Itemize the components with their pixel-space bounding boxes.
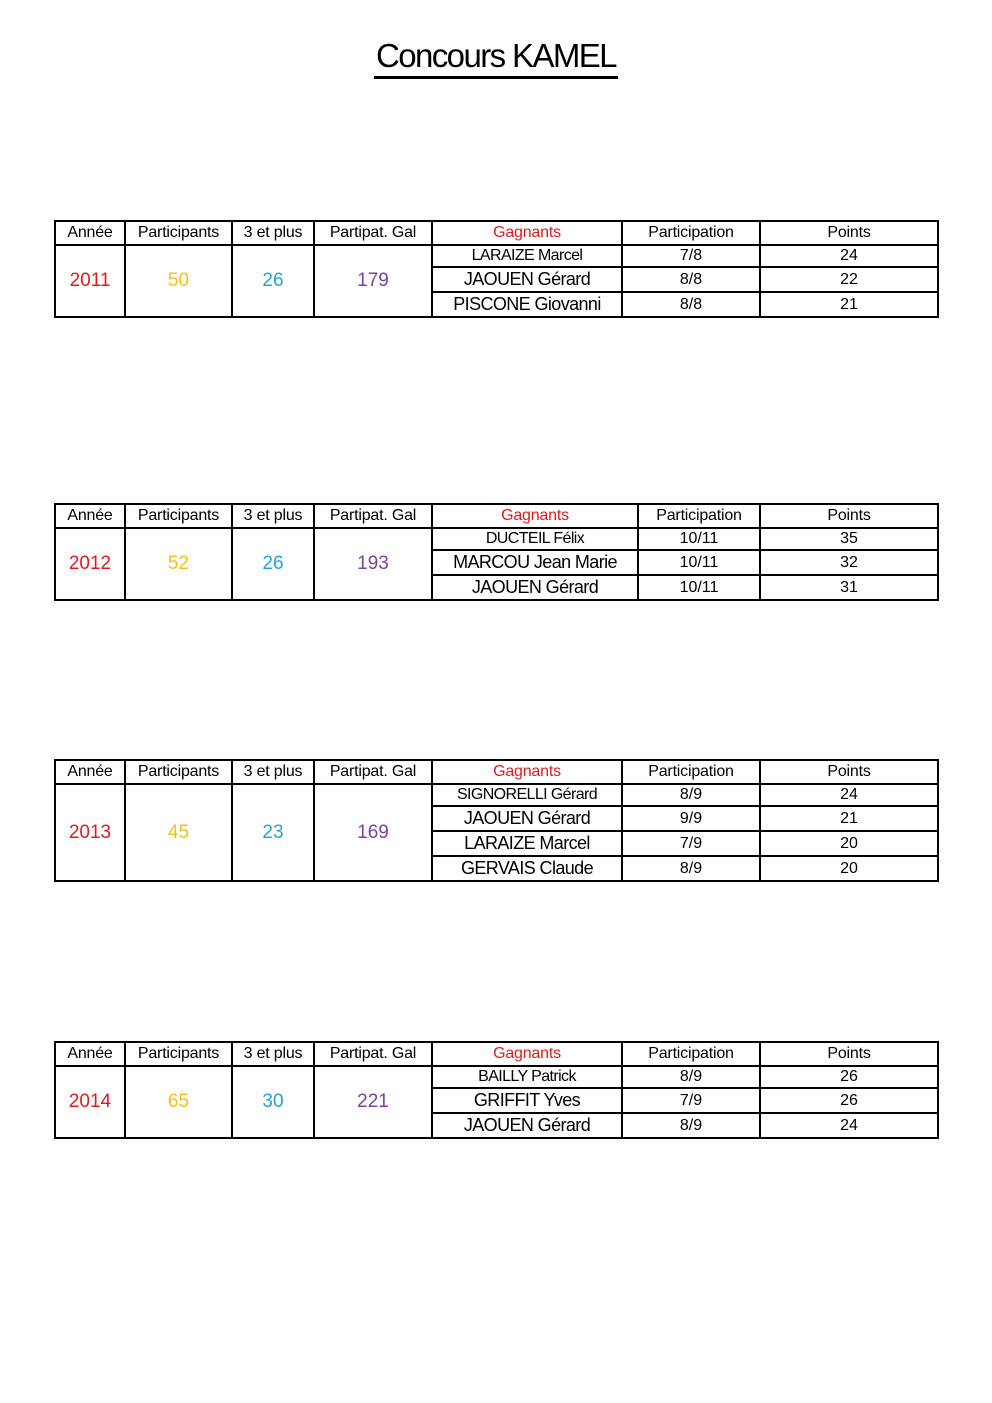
table-header-row <box>55 1042 938 1066</box>
winner-name: BAILLY Patrick <box>432 1066 622 1088</box>
winner-participation: 8/8 <box>622 267 760 292</box>
winner-participation: 7/9 <box>622 831 760 856</box>
header-gal: Partipat. Gal <box>314 760 432 784</box>
gal-cell: 193 <box>314 528 432 600</box>
winner-participation: 10/11 <box>638 575 760 600</box>
winner-participation: 8/9 <box>622 784 760 806</box>
header-participation: Participation <box>622 1042 760 1066</box>
winner-participation: 10/11 <box>638 528 760 550</box>
participants-cell: 65 <box>125 1066 232 1138</box>
contest-table-2014 <box>54 1041 939 1139</box>
winner-points: 32 <box>760 550 938 575</box>
winner-points: 22 <box>760 267 938 292</box>
table-header-row <box>55 760 938 784</box>
header-annee: Année <box>55 1042 125 1066</box>
table-header-row <box>55 221 938 245</box>
table-row <box>55 1066 938 1088</box>
gal-cell: 169 <box>314 784 432 881</box>
header-participation: Participation <box>622 760 760 784</box>
winner-name: JAOUEN Gérard <box>432 1113 622 1138</box>
winner-points: 24 <box>760 1113 938 1138</box>
plus3-cell: 26 <box>232 245 314 317</box>
table-row <box>55 528 938 550</box>
winner-points: 26 <box>760 1088 938 1113</box>
header-gagnants: Gagnants <box>432 760 622 784</box>
header-points: Points <box>760 1042 938 1066</box>
winner-participation: 8/9 <box>622 856 760 881</box>
winner-name: GERVAIS Claude <box>432 856 622 881</box>
winner-name: MARCOU Jean Marie <box>432 550 638 575</box>
winner-participation: 9/9 <box>622 806 760 831</box>
header-annee: Année <box>55 504 125 528</box>
header-plus3: 3 et plus <box>232 760 314 784</box>
year-cell: 2011 <box>55 245 125 317</box>
winner-name: SIGNORELLI Gérard <box>432 784 622 806</box>
header-gal: Partipat. Gal <box>314 221 432 245</box>
header-participants: Participants <box>125 221 232 245</box>
winner-points: 24 <box>760 245 938 267</box>
header-points: Points <box>760 221 938 245</box>
header-plus3: 3 et plus <box>232 221 314 245</box>
header-plus3: 3 et plus <box>232 504 314 528</box>
winner-points: 31 <box>760 575 938 600</box>
gal-cell: 221 <box>314 1066 432 1138</box>
winner-name: JAOUEN Gérard <box>432 267 622 292</box>
winner-name: LARAIZE Marcel <box>432 831 622 856</box>
winner-participation: 8/9 <box>622 1066 760 1088</box>
header-gagnants: Gagnants <box>432 1042 622 1066</box>
winner-name: LARAIZE Marcel <box>432 245 622 267</box>
header-participants: Participants <box>125 504 232 528</box>
contest-table-2011 <box>54 220 939 318</box>
winner-points: 21 <box>760 292 938 317</box>
header-gal: Partipat. Gal <box>314 1042 432 1066</box>
winner-participation: 7/9 <box>622 1088 760 1113</box>
header-plus3: 3 et plus <box>232 1042 314 1066</box>
year-cell: 2013 <box>55 784 125 881</box>
winner-name: GRIFFIT Yves <box>432 1088 622 1113</box>
plus3-cell: 23 <box>232 784 314 881</box>
winner-points: 24 <box>760 784 938 806</box>
winner-points: 20 <box>760 831 938 856</box>
participants-cell: 50 <box>125 245 232 317</box>
winner-name: JAOUEN Gérard <box>432 575 638 600</box>
page-title <box>0 36 992 79</box>
winner-name: PISCONE Giovanni <box>432 292 622 317</box>
year-cell: 2014 <box>55 1066 125 1138</box>
contest-table-2012 <box>54 503 939 601</box>
header-annee: Année <box>55 221 125 245</box>
header-gagnants: Gagnants <box>432 504 638 528</box>
winner-participation: 8/9 <box>622 1113 760 1138</box>
table-row <box>55 245 938 267</box>
table-row <box>55 784 938 806</box>
winner-points: 20 <box>760 856 938 881</box>
winner-points: 35 <box>760 528 938 550</box>
year-cell: 2012 <box>55 528 125 600</box>
plus3-cell: 30 <box>232 1066 314 1138</box>
plus3-cell: 26 <box>232 528 314 600</box>
header-gagnants: Gagnants <box>432 221 622 245</box>
header-gal: Partipat. Gal <box>314 504 432 528</box>
page-title-text: Concours KAMEL <box>374 38 618 79</box>
participants-cell: 45 <box>125 784 232 881</box>
header-points: Points <box>760 760 938 784</box>
winner-participation: 7/8 <box>622 245 760 267</box>
participants-cell: 52 <box>125 528 232 600</box>
header-participation: Participation <box>638 504 760 528</box>
header-participation: Participation <box>622 221 760 245</box>
winner-participation: 10/11 <box>638 550 760 575</box>
winner-name: JAOUEN Gérard <box>432 806 622 831</box>
header-annee: Année <box>55 760 125 784</box>
winner-points: 26 <box>760 1066 938 1088</box>
gal-cell: 179 <box>314 245 432 317</box>
winner-name: DUCTEIL Félix <box>432 528 638 550</box>
header-participants: Participants <box>125 1042 232 1066</box>
contest-table-2013 <box>54 759 939 882</box>
winner-points: 21 <box>760 806 938 831</box>
table-header-row <box>55 504 938 528</box>
header-participants: Participants <box>125 760 232 784</box>
winner-participation: 8/8 <box>622 292 760 317</box>
header-points: Points <box>760 504 938 528</box>
